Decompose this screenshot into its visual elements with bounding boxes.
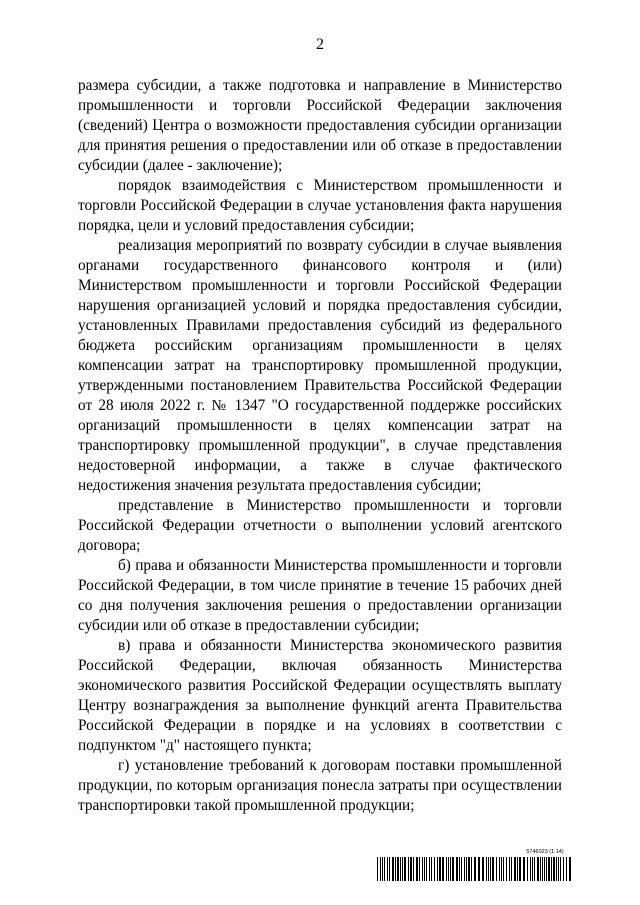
barcode-bar	[404, 857, 406, 881]
barcode-bar	[426, 857, 427, 881]
barcode-bar	[534, 857, 535, 881]
barcode-bar	[490, 857, 491, 881]
barcode-bar	[511, 857, 512, 881]
barcode-image	[377, 857, 571, 881]
barcode-bar	[397, 857, 399, 881]
barcode-bar	[437, 857, 438, 881]
barcode-bar	[488, 857, 489, 881]
document-code: 5746023 (1.14)	[526, 849, 564, 855]
barcode-bar	[461, 857, 462, 881]
barcode-bar	[377, 857, 378, 881]
barcode-bar	[482, 857, 484, 881]
barcode-bar	[450, 857, 451, 881]
barcode-bar	[387, 857, 388, 881]
barcode-bar	[553, 857, 555, 881]
barcode-bar	[408, 857, 409, 881]
barcode-bar	[402, 857, 403, 881]
barcode-bar	[569, 857, 571, 881]
paragraph-item-v: в) права и обязанности Министерства экономического развития Российской Федерации, включая обязанность Министерства экономического развития Российской Федерации осуществлять выплату Центру вознаграждения за выполнение функций агента Правительства Российской Федерации в порядке и на условиях в соответствии с подпунктом "д" настоящего пункта;	[78, 637, 562, 754]
barcode-bar	[517, 857, 518, 881]
barcode-bar	[422, 857, 423, 881]
paragraph-subsidy-return: реализация мероприятий по возврату субсидии в случае выявления органами государственного финансового контроля и (или) Министерством промышленности и торговли Российской Федерации нарушения организацией условий и порядка предоставления субсидии, установленных Правилами предоставления субсидий из федерального бюджета российским организациям промышленности в целях компенсации затрат на транспортировку промышленной продукции, утвержденными постановлением Правительства Российской Федерации от 28 июля 2022 г. № 1347 "О государственной поддержке российских организаций промышленности в целях компенсации затрат на транспортировку промышленной продукции", в случае представления недостоверной информации, а также в случае фактического недостижения значения результата предоставления субсидии;	[78, 237, 562, 494]
barcode-bar	[499, 857, 500, 881]
barcode-bar	[560, 857, 561, 881]
barcode-bar	[542, 857, 543, 881]
barcode-bar	[527, 857, 528, 881]
barcode-bar	[468, 857, 470, 881]
barcode-bar	[400, 857, 401, 881]
barcode-bar	[492, 857, 494, 881]
barcode-bar	[478, 857, 480, 881]
paragraph-item-b: б) права и обязанности Министерства промышленности и торговли Российской Федерации, в том числе принятие в течение 15 рабочих дней со дня получения заключения решения о предоставлении организации субсидии или об отказе в предоставлении субсидии;	[78, 557, 562, 634]
barcode-bar	[392, 857, 394, 881]
barcode-bar	[419, 857, 420, 881]
barcode-bar	[424, 857, 425, 881]
barcode-bar	[384, 857, 385, 881]
barcode-bar	[456, 857, 458, 881]
barcode-bar	[523, 857, 525, 881]
barcode-bar	[446, 857, 447, 881]
barcode-bar	[503, 857, 504, 881]
paragraph-interaction-procedure: порядок взаимодействия с Министерством промышленности и торговли Российской Федерации в случае установления факта нарушения порядка, цели и условий предоставления субсидии;	[78, 177, 562, 234]
barcode-bar	[563, 857, 564, 881]
barcode-bar	[431, 857, 432, 881]
barcode-bar	[410, 857, 412, 881]
barcode-bar	[442, 857, 444, 881]
barcode-bar	[509, 857, 510, 881]
barcode-bar	[429, 857, 430, 881]
barcode-bar	[413, 857, 414, 881]
barcode-bar	[551, 857, 552, 881]
barcode-bar	[382, 857, 383, 881]
barcode-bar	[544, 857, 545, 881]
barcode-bar	[466, 857, 467, 881]
barcode-bar	[548, 857, 550, 881]
barcode-bar	[471, 857, 472, 881]
barcode-bar	[452, 857, 454, 881]
barcode-bar	[558, 857, 559, 881]
barcode-bar	[380, 857, 381, 881]
paragraph-item-g: г) установление требований к договорам поставки промышленной продукции, по которым организация понесла затраты при осуществлении транспортировки такой промышленной продукции;	[78, 757, 562, 814]
barcode-bar	[439, 857, 441, 881]
paragraph-continuation: размера субсидии, а также подготовка и направление в Министерство промышленности и торговли Российской Федерации заключения (сведений) Центра о возможности предоставления субсидии организации для принятия решения о предоставлении или об отказе в предоставлении субсидии (далее - заключение);	[78, 77, 562, 174]
barcode-bar	[546, 857, 547, 881]
barcode-bar	[537, 857, 539, 881]
barcode-bar	[530, 857, 531, 881]
barcode-bar	[486, 857, 487, 881]
barcode-bar	[566, 857, 567, 881]
paragraph-reporting: представление в Министерство промышленности и торговли Российской Федерации отчетности о выполнении условий агентского договора;	[78, 497, 562, 554]
barcode-bar	[556, 857, 557, 881]
barcode-bar	[448, 857, 449, 881]
barcode-bar	[395, 857, 396, 881]
barcode-bar	[501, 857, 502, 881]
page-number: 2	[316, 36, 324, 53]
barcode-bar	[514, 857, 516, 881]
barcode-bar	[459, 857, 460, 881]
barcode-bar	[532, 857, 533, 881]
barcode-bar	[496, 857, 497, 881]
barcode-bar	[540, 857, 541, 881]
barcode-bar	[464, 857, 465, 881]
barcode-bar	[416, 857, 418, 881]
barcode-bar	[389, 857, 390, 881]
barcode-bar	[434, 857, 435, 881]
barcode-bar	[506, 857, 507, 881]
barcode-bar	[474, 857, 476, 881]
barcode-bar	[519, 857, 521, 881]
document-body	[78, 76, 562, 816]
